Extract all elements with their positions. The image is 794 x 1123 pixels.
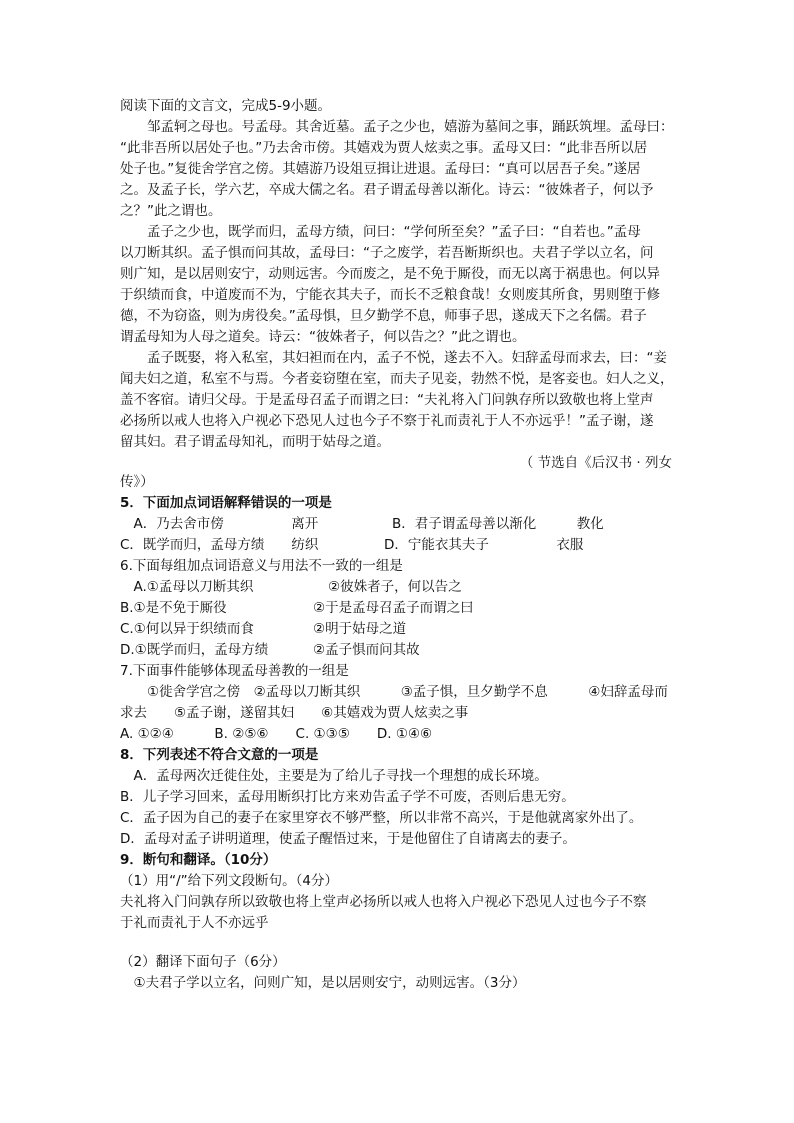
passage-line: 邹孟轲之母也。号孟母。其舍近墓。孟子之少也，嬉游为墓间之事，踊跃筑埋。孟母曰： (120, 119, 674, 135)
q6-option-b-1: B.①是不免于厮役 (120, 600, 227, 616)
source-citation-cont: 传》） (120, 474, 154, 490)
passage-line: 闻夫妇之道，私室不与焉。今者妾窃堕在室，而夫子见妾，勃然不悦，是客妾也。妇人之义， (120, 371, 674, 387)
q8-stem: 8．下列表述不符合文意的一项是 (120, 747, 319, 763)
q7-options: A. ①②④ B. ②⑤⑥ C. ①③⑤ D. ①④⑥ (120, 726, 433, 742)
q8-option-d: D．孟母对孟子讲明道理，使孟子醒悟过来，于是他留住了自请离去的妻子。 (120, 831, 576, 847)
q8-option-c: C．孟子因为自己的妻子在家里穿衣不够严整，所以非常不高兴，于是他就离家外出了。 (120, 810, 643, 826)
q7-items-line-2: 求去 ⑤孟子谢，遂留其妇 ⑥其嬉戏为贾人炫卖之事 (120, 705, 469, 721)
q5-option-d: D．宁能衣其夫子 衣服 (384, 537, 584, 553)
q6-option-a-1: A.①孟母以刀断其织 (120, 579, 254, 595)
q5-option-a: A．乃去舍市傍 离开 (120, 516, 319, 532)
q6-option-b-2: ②于是孟母召孟子而谓之曰 (313, 600, 474, 616)
q5-stem: 5．下面加点词语解释错误的一项是 (120, 495, 332, 511)
passage-line: 以刀断其织。孟子惧而问其故，孟母曰：“子之废学，若吾断斯织也。夫君子学以立名，问 (120, 245, 654, 261)
q7-stem: 7.下面事件能够体现孟母善教的一组是 (120, 663, 349, 679)
q9-part-1: （1）用“/”给下列文段断句。（4分） (120, 873, 338, 889)
passage-line: 留其妇。君子谓孟母知礼，而明于姑母之道。 (120, 434, 390, 450)
q9-part-2: （2）翻译下面句子（6分） (120, 954, 286, 970)
passage-line: 必扬所以戒人也将入户视必下恐见人过也今子不察于礼而责礼于人不亦远乎！”孟子谢，遂 (120, 413, 654, 429)
q6-option-d-2: ②孟子惧而问其故 (313, 642, 420, 658)
q8-option-b: B．儿子学习回来，孟母用断织打比方来劝告孟子学不可废，否则后患无穷。 (120, 789, 575, 805)
passage-intro: 阅读下面的文言文，完成5-9小题。 (120, 98, 332, 114)
passage-line: 处子也。”复徙舍学宫之傍。其嬉游乃设俎豆揖让进退。孟母曰：“真可以居吾子矣。”遂居 (120, 161, 641, 177)
passage-line: 谓孟母知为人母之道矣。诗云：“彼姝者子，何以告之？”此之谓也。 (120, 329, 526, 345)
q6-option-a-2: ②彼姝者子，何以告之 (328, 579, 462, 595)
q7-items-line-1: ①徙舍学宫之傍 ②孟母以刀断其织 ③孟子惧，旦夕勤学不息 ④妇辞孟母而 (120, 684, 668, 700)
q9-stem: 9．断句和翻译。（10分） (120, 852, 277, 868)
passage-line: 则广知，是以居则安宁，动则远害。今而废之，是不免于厮役，而无以离于祸患也。何以异 (120, 266, 660, 282)
q9-text-line-1: 夫礼将入门问孰存所以致敬也将上堂声必扬所以戒人也将入户视必下恐见人过也今子不察 (120, 894, 647, 910)
passage-line: 于织绩而食，中道废而不为，宁能衣其夫子，而长不乏粮食哉！女则废其所食，男则堕于修 (120, 287, 660, 303)
passage-line: 孟子之少也，既学而归，孟母方绩，问曰：“学何所至矣？”孟子曰：“自若也。”孟母 (120, 224, 641, 240)
q5-option-b: B．君子谓孟母善以渐化 教化 (392, 516, 604, 532)
q6-option-c-1: C.①何以异于织绩而食 (120, 621, 254, 637)
passage-line: 孟子既娶，将入私室，其妇袒而在内，孟子不悦，遂去不入。妇辞孟母而求去，曰：“妾 (120, 350, 667, 366)
q6-option-c-2: ②明于姑母之道 (313, 621, 407, 637)
q8-option-a: A．孟母两次迁徙住处，主要是为了给儿子寻找一个理想的成长环境。 (120, 768, 548, 784)
q9-text-line-2: 于礼而责礼于人不亦远乎 (120, 915, 269, 931)
q9-sentence-1: ①夫君子学以立名，问则广知，是以居则安宁，动则远害。（3分） (120, 975, 526, 991)
q6-stem: 6.下面每组加点词语意义与用法不一致的一组是 (120, 558, 403, 574)
q5-option-c: C．既学而归，孟母方绩 纺织 (120, 537, 319, 553)
passage-line: 德，不为窃盗，则为虏役矣。”孟母惧，旦夕勤学不息，师事子思，遂成天下之名儒。君子 (120, 308, 647, 324)
passage-line: 之？”此之谓也。 (120, 203, 222, 219)
q6-option-d-1: D.①既学而归，孟母方绩 (120, 642, 269, 658)
passage-line: “此非吾所以居处子也。”乃去舍市傍。其嬉戏为贾人炫卖之事。孟母又曰：“此非吾所以居 (120, 140, 648, 156)
source-citation: （ 节选自《后汉书 · 列女 (519, 455, 672, 471)
passage-line: 之。及孟子长，学六艺，卒成大儒之名。君子谓孟母善以渐化。诗云：“彼姝者子，何以予 (120, 182, 654, 198)
passage-line: 盖不客宿。请归父母。于是孟母召孟子而谓之曰：“夫礼将入门问孰存所以致敬也将上堂声 (120, 392, 654, 408)
